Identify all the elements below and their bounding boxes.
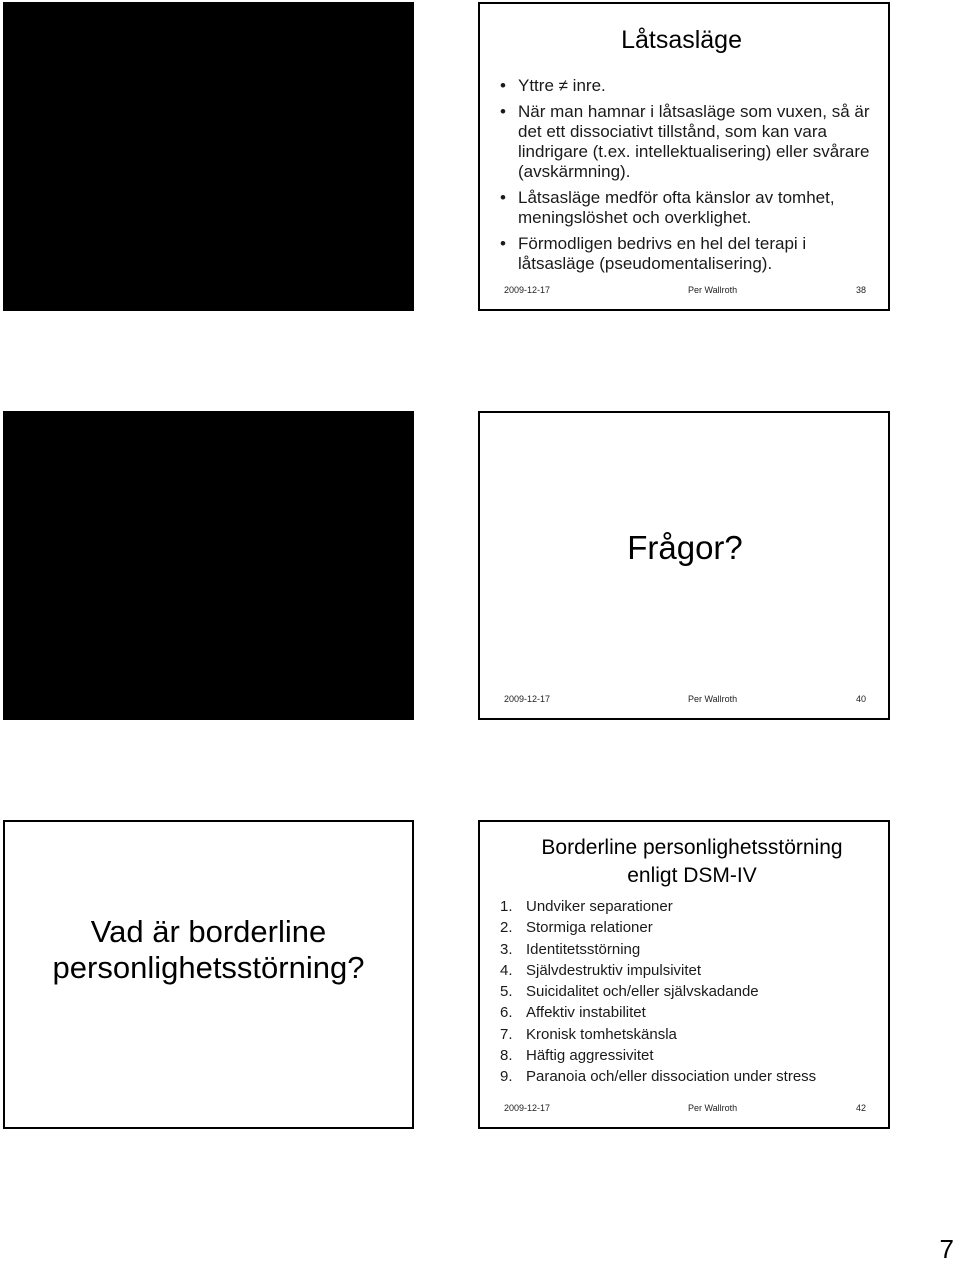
slide-title: Låtsasläge [621, 26, 742, 54]
bullet-list [500, 76, 878, 280]
page-number: 7 [939, 1234, 954, 1264]
footer-date: 2009-12-17 [504, 285, 551, 295]
list-item: 1. Undviker separationer [500, 898, 673, 915]
slide-41 [3, 820, 414, 1129]
bullet-icon: • [500, 234, 506, 253]
slide-title: Frågor? [627, 529, 743, 566]
list-item: 9. Paranoia och/eller dissociation under stress [500, 1068, 817, 1086]
list-item: 7. Kronisk tomhetskänsla [500, 1025, 677, 1043]
list-item: 6. Affektiv instabilitet [500, 1004, 646, 1022]
slide-title [480, 834, 888, 890]
footer-author: Per Wallroth [688, 694, 738, 704]
list-item: 5. Suicidalitet och/eller självskadande [500, 983, 759, 1001]
slide-42 [478, 820, 890, 1129]
list-item: 2. Stormiga relationer [500, 919, 653, 937]
bullet-icon: • [500, 102, 506, 121]
footer-author: Per Wallroth [688, 1103, 738, 1113]
slide-title-line-1: Vad är borderline [90, 914, 327, 949]
slide-thumbnail-blank-1 [3, 2, 414, 311]
list-item: 3. Identitetsstörning [500, 940, 641, 958]
slide-thumbnail-blank-2 [3, 411, 414, 720]
footer-date: 2009-12-17 [504, 694, 551, 704]
footer-date: 2009-12-17 [504, 1103, 551, 1113]
bullet-item: • Yttre ≠ inre. [500, 76, 606, 95]
footer-slide-number: 38 [855, 285, 866, 295]
slide-title-line-2: enligt DSM-IV [627, 864, 757, 887]
footer-author: Per Wallroth [688, 285, 738, 295]
list-item: 8. Häftig aggressivitet [500, 1047, 654, 1065]
slide-black-area [13, 419, 404, 714]
footer-slide-number: 42 [855, 1103, 866, 1113]
slide-title [5, 914, 412, 986]
bullet-icon: • [500, 188, 506, 207]
slide-footer [504, 1103, 866, 1117]
bullet-item: • När man hamnar i låtsasläge som vuxen, så är det ett dissociativt tillstånd, som kan vara lindrigare (t.ex. intellektualisering) eller svårare (avskärmning). [500, 102, 870, 181]
bullet-item: • Förmodligen bedrivs en hel del terapi i låtsasläge (pseudomentalisering). [500, 234, 807, 273]
slide-38 [478, 2, 890, 311]
slide-40 [478, 411, 890, 720]
bullet-icon: • [500, 76, 506, 95]
list-item: 4. Självdestruktiv impulsivitet [500, 961, 702, 979]
slide-black-area [13, 10, 404, 305]
slide-footer [504, 285, 866, 299]
slide-title-line-1: Borderline personlighetsstörning [541, 836, 843, 859]
footer-slide-number: 40 [855, 694, 866, 704]
slide-title-line-2: personlighetsstörning? [52, 950, 365, 985]
slide-footer [504, 694, 866, 708]
criteria-list [500, 896, 816, 1088]
bullet-item: • Låtsasläge medför ofta känslor av tomhet, meningslöshet och overklighet. [500, 188, 835, 227]
